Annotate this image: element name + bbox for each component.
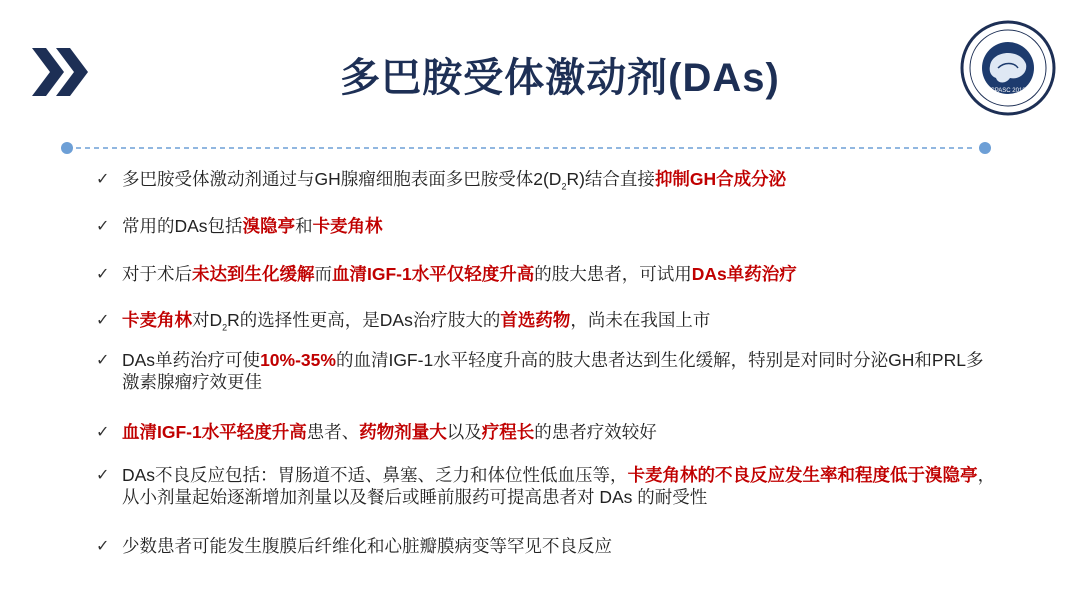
page-title: 多巴胺受体激动剂(DAs) xyxy=(340,56,780,100)
list-item: ✓ 常用的DAs包括溴隐亭和卡麦角林 xyxy=(96,216,383,236)
list-item: ✓ 对于术后未达到生化缓解而血清IGF-1水平仅轻度升高的肢大患者，可试用DAs单药治疗 xyxy=(96,264,797,284)
checkmark-icon: ✓ xyxy=(96,169,110,188)
checkmark-icon: ✓ xyxy=(96,422,110,441)
list-item: ✓ DAs单药治疗可使10%-35%的血清IGF-1水平轻度升高的肢大患者达到生化缓解，特别是对同时分泌GH和PRL多激素腺瘤疗效更佳 xyxy=(96,350,984,392)
list-item: ✓ 少数患者可能发生腹膜后纤维化和心脏瓣膜病变等罕见不良反应 xyxy=(96,536,612,556)
checkmark-icon: ✓ xyxy=(96,350,110,369)
checkmark-icon: ✓ xyxy=(96,536,110,555)
list-item: ✓ DAs不良反应包括：胃肠道不适、鼻塞、乏力和体位性低血压等，卡麦角林的不良反应发生率和程度低于溴隐亭，从小剂量起始逐渐增加剂量以及餐后或睡前服药可提高患者对 DAs 的耐受性 xyxy=(96,465,996,507)
list-item: ✓ 多巴胺受体激动剂通过与GH腺瘤细胞表面多巴胺受体$2(D_2R)$结合直接抑制GH合成分泌 xyxy=(96,169,787,192)
list-item: ✓ 卡麦角林对$D_2R$的选择性更高，是DAs治疗肢大的首选药物，尚未在我国上市 xyxy=(96,310,711,333)
checkmark-icon: ✓ xyxy=(96,465,110,484)
checkmark-icon: ✓ xyxy=(96,310,110,329)
checkmark-icon: ✓ xyxy=(96,264,110,283)
dotted-divider xyxy=(60,138,992,158)
checkmark-icon: ✓ xyxy=(96,216,110,235)
svg-text:CPASC 2012: CPASC 2012 xyxy=(990,88,1026,94)
list-item: ✓ 血清IGF-1水平轻度升高患者、药物剂量大以及疗程长的患者疗效较好 xyxy=(96,422,657,442)
organization-seal-logo xyxy=(960,20,1056,116)
